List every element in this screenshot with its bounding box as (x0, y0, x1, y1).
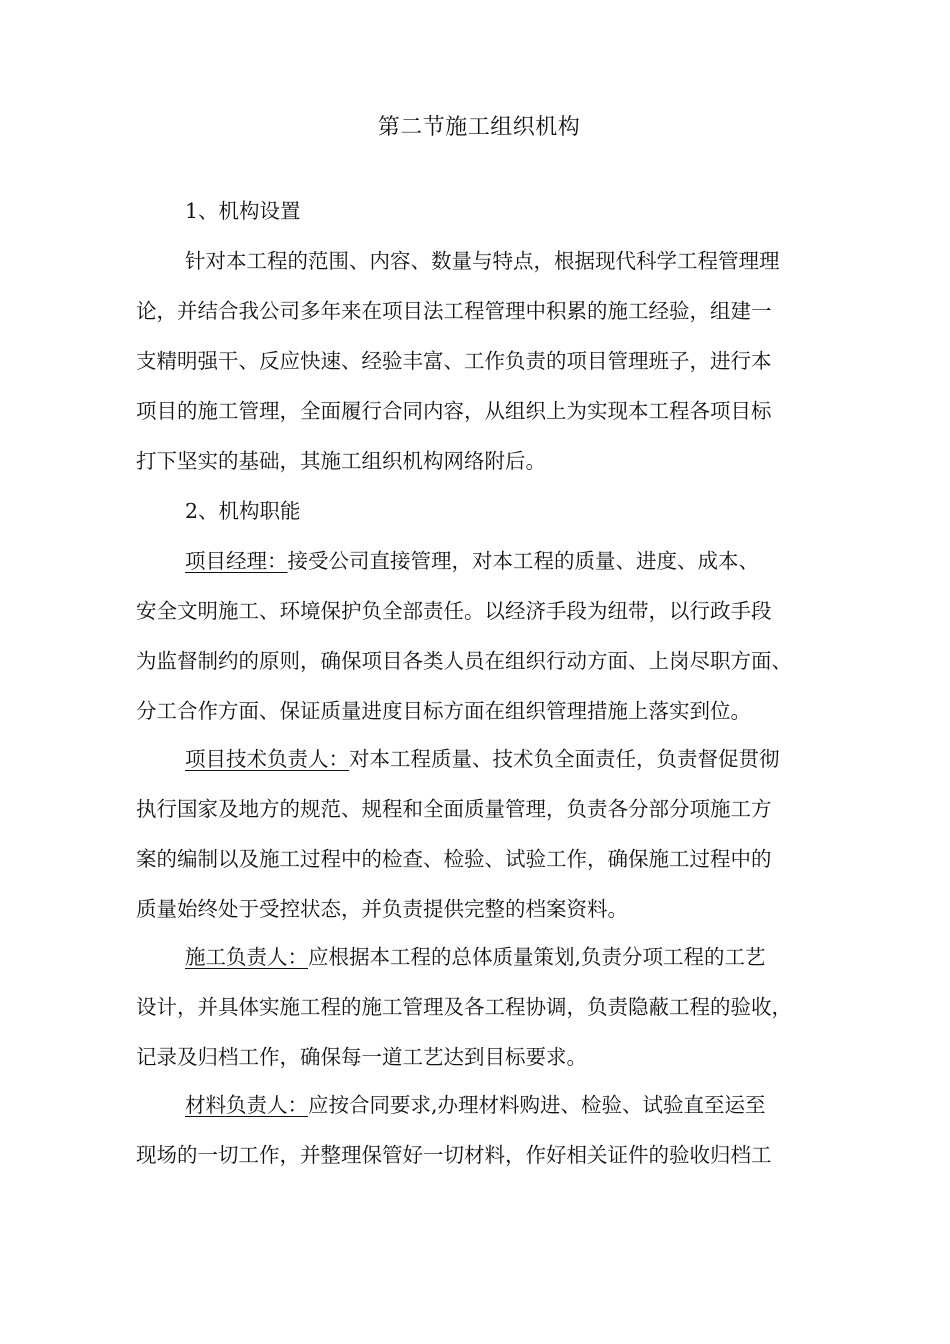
role-first-line (185, 1090, 766, 1120)
role-label: 施工负责人： (185, 945, 308, 969)
paragraph-line: 质量始终处于受控状态，并负责提供完整的档案资料。 (136, 897, 628, 921)
paragraph-line: 打下坚实的基础，其施工组织机构网络附后。 (136, 449, 546, 473)
paragraph-line: 分工合作方面、保证质量进度目标方面在组织管理措施上落实到位。 (136, 699, 751, 723)
role-text: 应根据本工程的总体质量策划,负责分项工程的工艺 (308, 945, 766, 969)
paragraph-line: 设计，并具体实施工程的施工管理及各工程协调，负责隐蔽工程的验收， (136, 995, 792, 1019)
paragraph-line: 论，并结合我公司多年来在项目法工程管理中积累的施工经验，组建一 (136, 299, 772, 323)
role-first-line (185, 744, 780, 774)
role-first-line (185, 942, 766, 972)
section-heading-2: 2、机构职能 (185, 499, 301, 523)
paragraph-line: 现场的一切工作，并整理保管好一切材料，作好相关证件的验收归档工 (136, 1143, 772, 1167)
role-label: 项目技术负责人： (185, 747, 349, 771)
role-first-line (185, 546, 759, 576)
paragraph-line: 支精明强干、反应快速、经验丰富、工作负责的项目管理班子，进行本 (136, 349, 772, 373)
page-title: 第二节施工组织机构 (377, 115, 581, 140)
paragraph-line: 执行国家及地方的规范、规程和全面质量管理，负责各分部分项施工方 (136, 797, 772, 821)
paragraph-line: 项目的施工管理，全面履行合同内容，从组织上为实现本工程各项目标 (136, 399, 772, 423)
role-label: 项目经理： (185, 549, 288, 573)
section-heading-1: 1、机构设置 (185, 199, 301, 223)
paragraph-line: 记录及归档工作，确保每一道工艺达到目标要求。 (136, 1045, 587, 1069)
paragraph-line: 案的编制以及施工过程中的检查、检验、试验工作，确保施工过程中的 (136, 847, 772, 871)
role-text: 应按合同要求,办理材料购进、检验、试验直至运至 (308, 1093, 766, 1117)
paragraph-line: 针对本工程的范围、内容、数量与特点，根据现代科学工程管理理 (185, 249, 780, 273)
role-text: 对本工程质量、技术负全面责任，负责督促贯彻 (349, 747, 780, 771)
role-label: 材料负责人： (185, 1093, 308, 1117)
role-text: 接受公司直接管理，对本工程的质量、进度、成本、 (287, 549, 759, 573)
paragraph-line: 安全文明施工、环境保护负全部责任。以经济手段为纽带，以行政手段 (136, 599, 772, 623)
paragraph-line: 为监督制约的原则，确保项目各类人员在组织行动方面、上岗尽职方面、 (136, 649, 792, 673)
